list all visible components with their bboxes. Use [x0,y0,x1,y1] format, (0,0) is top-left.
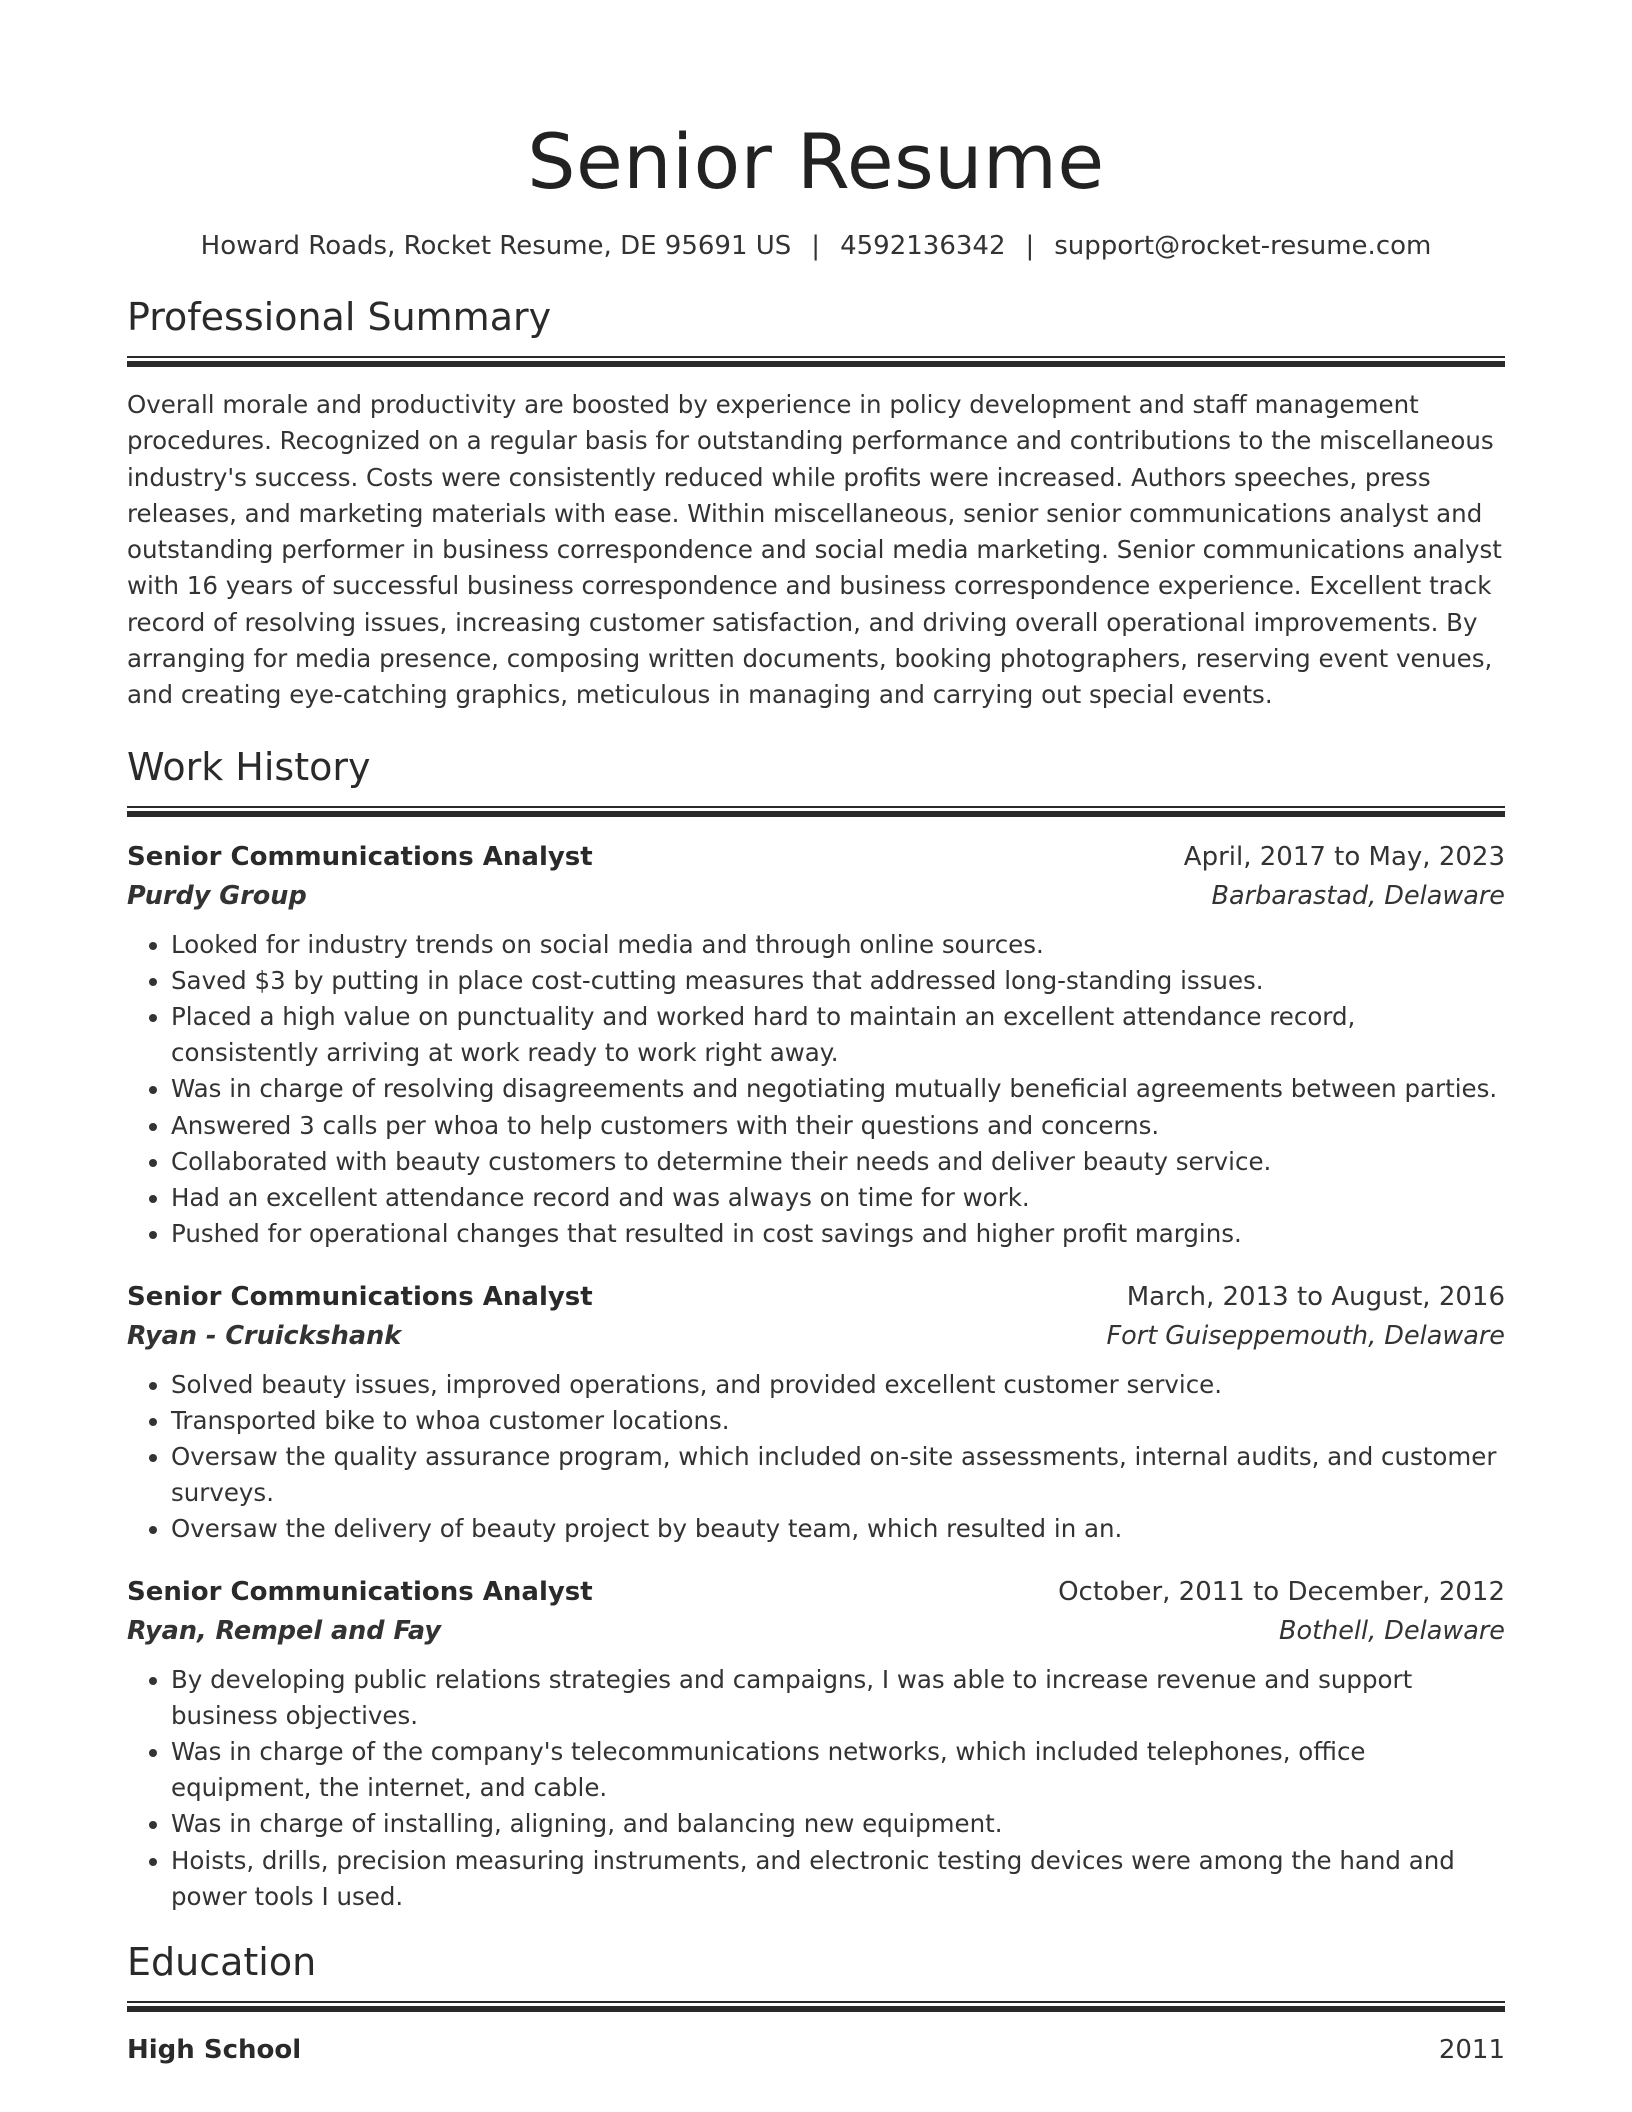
job-bullet: • Answered 3 calls per whoa to help customers with their questions and concerns. [171,1108,1505,1144]
job-bullet: • By developing public relations strategies and campaigns, I was able to increase revenue and support business objectives. [171,1662,1505,1734]
job-bullet: • Was in charge of installing, aligning, and balancing new equipment. [171,1806,1505,1842]
job-location: Fort Guiseppemouth, Delaware [1106,1320,1505,1351]
job-bullet: • Pushed for operational changes that resulted in cost savings and higher profit margins. [171,1216,1505,1252]
contact-phone: 4592136342 [840,231,1006,261]
job-company: Ryan, Rempel and Fay [127,1615,441,1646]
job-bullet: • Transported bike to whoa customer locations. [171,1403,1505,1439]
job-bullet: • Solved beauty issues, improved operations, and provided excellent customer service. [171,1367,1505,1403]
job-bullets [127,1662,1505,1915]
contact-line [127,228,1505,264]
education-degree: High School [127,2034,302,2065]
summary-section [127,294,1505,714]
section-divider [127,2001,1505,2012]
contact-email[interactable]: support@rocket-resume.com [1054,231,1432,261]
job-entry [127,837,1505,1253]
job-location: Bothell, Delaware [1278,1615,1505,1646]
job-dates: October, 2011 to December, 2012 [1058,1576,1505,1607]
job-bullet: • Oversaw the quality assurance program, which included on-site assessments, internal audits, and customer surveys. [171,1439,1505,1511]
summary-heading: Professional Summary [127,295,552,339]
section-divider [127,806,1505,817]
job-title: Senior Communications Analyst [127,1281,593,1312]
job-dates: March, 2013 to August, 2016 [1126,1281,1505,1312]
work-section [127,744,1505,1915]
summary-text: Overall morale and productivity are boosted by experience in policy development and staff management procedures. Recognized on a regular basis for outstanding performance and contributions to the miscellaneous industry's success. Costs were consistently reduced while profits were increased. Authors speeches, press releases, and marketing materials with ease. Within miscellaneous, senior senior communications analyst and outstanding performer in business correspondence and social media marketing. Senior communications analyst with 16 years of successful business correspondence and business correspondence experience. Excellent track record of resolving issues, increasing customer satisfaction, and driving overall operational improvements. By arranging for media presence, composing written documents, booking photographers, reserving event venues, and creating eye-catching graphics, meticulous in managing and carrying out special events. [127,390,1502,710]
job-bullet: • Had an excellent attendance record and was always on time for work. [171,1180,1505,1216]
job-bullet: • Placed a high value on punctuality and worked hard to maintain an excellent attendance record, consistently arriving at work ready to work right away. [171,999,1505,1071]
job-company: Ryan - Cruickshank [127,1320,402,1351]
job-header-row [127,1277,1505,1317]
job-bullets [127,1367,1505,1548]
education-year: 2011 [1438,2034,1505,2065]
job-company: Purdy Group [127,880,307,911]
job-bullets [127,927,1505,1253]
resume-title: Senior Resume [527,117,1105,206]
job-bullet: • Was in charge of the company's telecommunications networks, which included telephones, office equipment, the internet, and cable. [171,1734,1505,1806]
job-entry [127,1572,1505,1915]
job-bullet: • Hoists, drills, precision measuring instruments, and electronic testing devices were among the hand and power tools I used. [171,1843,1505,1915]
job-company-row [127,1612,1505,1650]
job-bullet: • Collaborated with beauty customers to determine their needs and deliver beauty service. [171,1144,1505,1180]
job-entry [127,1277,1505,1548]
work-heading: Work History [127,744,371,789]
contact-separator: | [811,231,821,261]
job-company-row [127,877,1505,915]
job-bullet: • Saved $3 by putting in place cost-cutting measures that addressed long-standing issues. [171,963,1505,999]
job-bullet: • Was in charge of resolving disagreements and negotiating mutually beneficial agreements between parties. [171,1071,1505,1107]
education-heading: Education [127,1939,317,1984]
section-divider [127,356,1505,367]
job-header-row [127,837,1505,877]
job-header-row [127,1572,1505,1612]
job-bullet: • Oversaw the delivery of beauty project by beauty team, which resulted in an. [171,1511,1505,1547]
contact-separator: | [1025,231,1035,261]
education-section [127,1939,1505,2068]
job-bullet: • Looked for industry trends on social media and through online sources. [171,927,1505,963]
job-dates: April, 2017 to May, 2023 [1183,841,1505,872]
job-title: Senior Communications Analyst [127,1576,593,1607]
job-title: Senior Communications Analyst [127,841,593,872]
education-entry [127,2032,1505,2068]
job-location: Barbarastad, Delaware [1211,880,1505,911]
contact-address: Howard Roads, Rocket Resume, DE 95691 US [200,231,792,261]
job-company-row [127,1317,1505,1355]
resume-page [127,116,1505,2068]
